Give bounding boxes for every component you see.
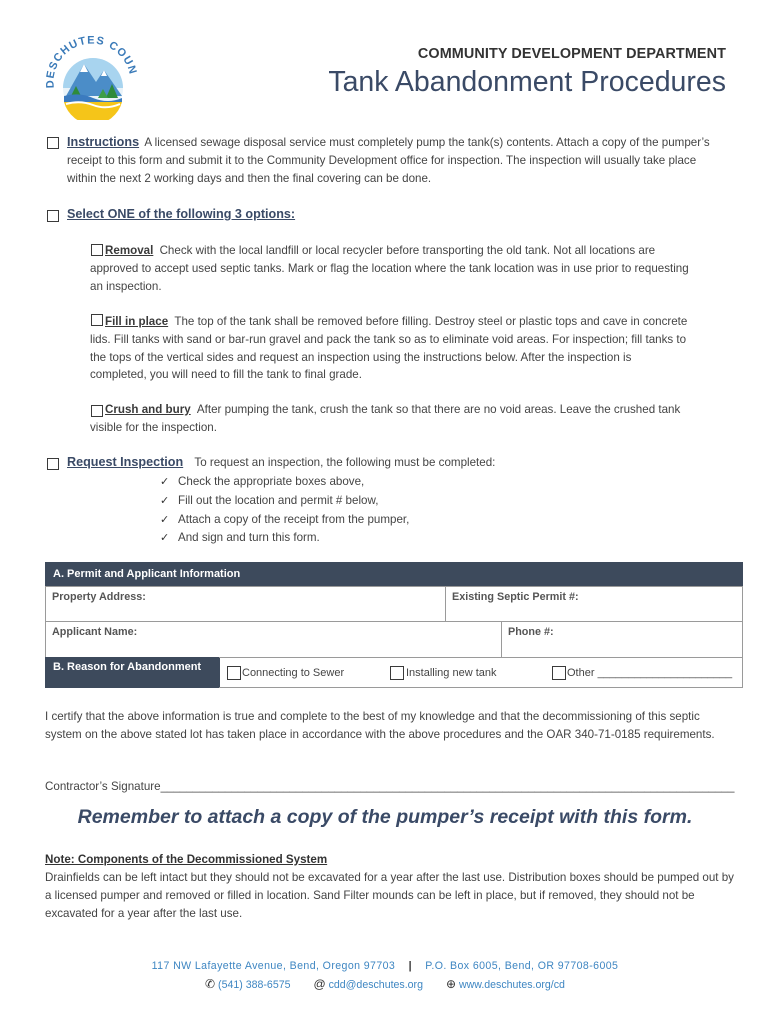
connecting-to-sewer-checkbox[interactable]	[227, 666, 241, 680]
other-checkbox[interactable]	[552, 666, 566, 680]
fill-in-place-label: Fill in place	[105, 315, 169, 328]
county-logo	[40, 26, 142, 120]
checkmark-icon: ✓	[160, 513, 170, 526]
checklist-item: ✓ Fill out the location and permit # below,	[160, 492, 560, 511]
instructions-section	[67, 134, 727, 187]
instructions-text: A licensed sewage disposal service must completely pump the tank(s) contents. Attach a copy of the pumper’s receipt to this form and submit it to the Community Development office for inspection. The inspection will usually take place within the next 2 working days and then the final covering can be done.	[67, 136, 710, 185]
other-label: Other ______________________	[567, 667, 733, 679]
inspection-checklist	[160, 473, 560, 548]
footer-address-line	[45, 960, 725, 972]
installing-new-tank-checkbox[interactable]	[390, 666, 404, 680]
note-title: Note: Components of the Decommissioned System	[45, 853, 328, 866]
request-inspection-section	[67, 454, 727, 472]
removal-label: Removal	[105, 244, 154, 257]
svg-text:DESCHUTES COUNTY: DESCHUTES COUN	[44, 34, 139, 89]
option-removal	[90, 242, 690, 295]
section-b-label: B. Reason for Abandonment	[53, 661, 202, 673]
checkmark-icon: ✓	[160, 494, 170, 507]
removal-text: Check with the local landfill or local recycler before transporting the old tank. Not all locations are approved to accept used septic tanks. Mark or flag the location where the tank location was in use prior to requesting an inspection.	[90, 244, 689, 293]
crush-and-bury-text: After pumping the tank, crush the tank so that there are no void areas. Leave the crushed tank visible for the inspection.	[90, 403, 681, 434]
department-name: COMMUNITY DEVELOPMENT DEPARTMENT	[417, 46, 726, 62]
select-options-checkbox[interactable]	[47, 210, 59, 222]
footer-web[interactable]: www.deschutes.org/cd	[458, 979, 565, 991]
at-icon: @	[313, 977, 326, 991]
contractor-signature-line[interactable]: Contractor’s Signature_________________________________________________________________________________________	[45, 780, 735, 793]
certification-text: I certify that the above information is true and complete to the best of my knowledge and that the decommissioning of this septic system on the above stated lot has taken place in accordance with the above procedures and the OAR 340-71-0185 requirements.	[45, 710, 715, 741]
footer-po-box: P.O. Box 6005, Bend, OR 97708-6005	[425, 960, 619, 972]
installing-new-tank-label: Installing new tank	[406, 667, 497, 679]
checkmark-icon: ✓	[160, 476, 170, 488]
county-seal-graphic	[40, 26, 142, 120]
option-crush-and-bury	[90, 401, 690, 437]
request-inspection-checkbox[interactable]	[47, 458, 59, 470]
property-address-field[interactable]	[45, 586, 446, 622]
select-options-heading: Select ONE of the following 3 options:	[67, 207, 296, 221]
connecting-to-sewer-label: Connecting to Sewer	[242, 667, 345, 679]
existing-permit-label: Existing Septic Permit #:	[452, 591, 579, 603]
applicant-name-label: Applicant Name:	[52, 626, 138, 638]
footer-address: 117 NW Lafayette Avenue, Bend, Oregon 97703	[151, 960, 396, 972]
fill-in-place-text: The top of the tank shall be removed before filling. Destroy steel or plastic tops and cave in concrete lids. Fill tanks with sand or bar-run gravel and pack the tank so as to eliminate void areas. For inspection; fill tanks to the tops of the vertical sides and request an inspection using the instructions below. After the inspection is completed, you will need to fill the tank to final grade.	[90, 315, 688, 382]
checklist-item: ✓ And sign and turn this form.	[160, 529, 560, 548]
section-a-header: A. Permit and Applicant Information	[45, 562, 743, 586]
phone-icon: ✆	[205, 977, 216, 991]
footer-email[interactable]: cdd@deschutes.org	[328, 979, 423, 991]
existing-permit-field[interactable]	[445, 586, 743, 622]
checkmark-icon: ✓	[160, 532, 170, 545]
property-address-label: Property Address:	[52, 591, 146, 603]
instructions-checkbox[interactable]	[47, 137, 59, 149]
option-fill-in-place	[90, 313, 690, 384]
reminder-text: Remember to attach a copy of the pumper’s receipt with this form.	[77, 806, 693, 828]
request-inspection-text: To request an inspection, the following must be completed:	[194, 456, 496, 469]
page-title: Tank Abandonment Procedures	[328, 66, 726, 98]
crush-and-bury-label: Crush and bury	[105, 403, 191, 416]
section-b-header	[45, 657, 220, 688]
instructions-heading: Instructions	[67, 135, 140, 149]
applicant-name-field[interactable]	[45, 621, 502, 658]
globe-icon: ⊕	[445, 977, 456, 991]
footer-separator: |	[408, 960, 412, 972]
checklist-item: ✓ Check the appropriate boxes above,	[160, 473, 560, 492]
footer-phone[interactable]: (541) 388-6575	[218, 979, 291, 991]
footer-contact-line	[45, 977, 725, 991]
request-inspection-heading: Request Inspection	[67, 455, 184, 469]
phone-label: Phone #:	[508, 626, 554, 638]
phone-field[interactable]	[501, 621, 743, 658]
checklist-item: ✓ Attach a copy of the receipt from the pumper,	[160, 511, 560, 530]
note-text: Drainfields can be left intact but they should not be excavated for a year after the last use. Distribution boxes should be pumped out by a licensed pumper and removed or filled in location. Sand Filter mounds can be left in place, but if removed, they should not be excavated for a year after the last use.	[45, 871, 734, 920]
